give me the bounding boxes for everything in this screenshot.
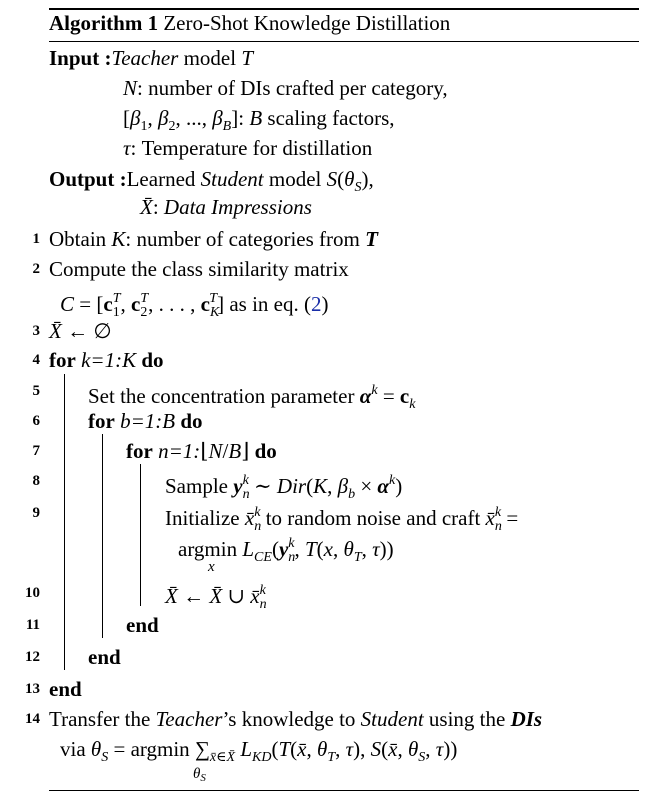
argmin-subscript-theta: $\theta_S$ [193, 766, 206, 784]
n-symbol: N [123, 76, 138, 100]
step-7 [126, 438, 277, 464]
step-1-k: K [111, 227, 126, 251]
init-xbar-empty: X̄ ← ∅ [49, 319, 112, 343]
line-number-4: 4 [32, 352, 40, 368]
learned-word: Learned [126, 167, 201, 191]
model-word: model [263, 167, 327, 191]
step-1-text-a: Obtain [49, 227, 112, 251]
line-number-8: 8 [32, 473, 40, 489]
for-keyword-k: for [49, 348, 76, 372]
line-number-2: 2 [32, 261, 40, 277]
do-keyword-b: do [180, 409, 203, 433]
data-impressions-text: Data Impressions [163, 195, 312, 219]
step-2-text: Compute the class similarity matrix [49, 257, 349, 281]
beta-vector: [$\beta_1$, $\beta_2$, ..., $\beta_B$] [123, 106, 239, 134]
xbar-n-k-a: $x̄_n^k$ [244, 505, 262, 534]
line-number-10: 10 [25, 585, 40, 601]
for-keyword-n: for [126, 439, 153, 463]
teacher-rest: model [178, 46, 242, 70]
line-number-12: 12 [25, 649, 40, 665]
teacher-symbol: T [241, 46, 254, 70]
block-bar-b [102, 434, 103, 638]
input-label: Input : [49, 46, 112, 70]
end-keyword-k: end [49, 677, 82, 701]
end-keyword-b: end [88, 645, 121, 669]
student-model-symbol: $S(\theta_S)$, [326, 167, 374, 195]
step-10 [165, 578, 266, 618]
tau-symbol: τ [123, 136, 131, 160]
line-number-6: 6 [32, 413, 40, 429]
for-range-k: k=1:K [81, 348, 137, 372]
line-number-13: 13 [25, 681, 40, 697]
step-3 [49, 318, 112, 344]
n-description: : number of DIs crafted per category, [137, 76, 448, 100]
do-keyword-k: do [141, 348, 164, 372]
block-bar-n [140, 464, 141, 606]
similarity-matrix-formula: $C = [c_1^T$, $c_2^T$, . . . , $c_K^T$] [60, 291, 225, 320]
alpha-assignment: $\alpha^k = c_k$ [359, 383, 416, 412]
header-rule [49, 41, 639, 42]
step-2-close: ) [321, 292, 329, 316]
beta-colon: : [238, 106, 250, 130]
ce-loss-expression: $L_{CE}(y_n^k$, T(x, $\theta_T$, τ)) [242, 536, 394, 565]
line-number-14: 14 [25, 711, 40, 727]
step-14-dis: DIs [510, 707, 543, 731]
beta-description: scaling factors, [262, 106, 395, 130]
for-range-n: n=1: [158, 439, 201, 463]
line-number-11: 11 [25, 617, 40, 633]
line-number-5: 5 [32, 383, 40, 399]
xbar-n-k-b: $x̄_n^k$ = [485, 505, 519, 534]
step-1-t: T [365, 227, 378, 251]
line-number-9: 9 [32, 505, 40, 521]
theta-s-equals: $\theta_S$ = [90, 737, 131, 765]
xbar-symbol: X̄ [140, 195, 153, 219]
line-number-1: 1 [32, 231, 40, 247]
xbar-union-update: X̄ ← X̄ ∪ $x̄_n^k$ [165, 583, 267, 612]
step-14-cont [60, 736, 457, 771]
step-1 [49, 226, 378, 252]
end-keyword-n: end [126, 613, 159, 637]
kd-loss-expression: $\sum_{x̄\in X̄}$ $L_{KD}(T(x̄$, $\theta_T$, τ), S(x̄, $\theta_S$, τ)) [194, 737, 458, 765]
step-1-text-b: : number of categories from [125, 227, 366, 251]
teacher-word: Teacher [111, 46, 179, 70]
algorithm-title: Zero-Shot Knowledge Distillation [163, 11, 451, 35]
step-2-as-in: as in eq. ( [224, 292, 311, 316]
step-5-text: Set the concentration parameter [88, 384, 360, 408]
algorithm-caption [49, 10, 450, 36]
line-number-7: 7 [32, 443, 40, 459]
algorithm-label: Algorithm 1 [49, 11, 159, 35]
input-line-teacher [49, 45, 253, 71]
block-bar-k [64, 374, 65, 670]
step-14-text-a: Transfer the [49, 707, 156, 731]
tau-description: : Temperature for distillation [130, 136, 373, 160]
equation-ref-link[interactable]: 2 [310, 292, 322, 316]
line-number-3: 3 [32, 323, 40, 339]
step-14-text-c: using the [423, 707, 511, 731]
step-9-text: Initialize [165, 506, 245, 530]
output-label: Output : [49, 167, 127, 191]
step-14-teacher: Teacher [155, 707, 223, 731]
step-14 [49, 706, 542, 732]
dirichlet-sample: $y_n^k$ ∼ Dir(K, $\beta_b \times \alpha^k$) [233, 473, 403, 502]
do-keyword-n: do [254, 439, 277, 463]
student-word: Student [200, 167, 264, 191]
step-9-mid: to random noise and craft [260, 506, 486, 530]
step-14-student: Student [360, 707, 424, 731]
step-14-text-b: ’s knowledge to [222, 707, 361, 731]
for-keyword-b: for [88, 409, 115, 433]
beta-count-symbol: B [249, 106, 263, 130]
floor-n-over-b: ⌊N/B⌋ [200, 439, 250, 463]
argmin-subscript-x: x [208, 559, 215, 575]
step-4 [49, 347, 164, 373]
step-9-argmin: argmin [178, 537, 238, 561]
output-line-di: X̄: Data Impressions [140, 195, 312, 219]
step-6 [88, 408, 203, 434]
bottom-rule [49, 790, 639, 791]
step-14-argmin: argmin [130, 737, 190, 761]
for-range-b: b=1:B [120, 409, 176, 433]
step-8-text: Sample [165, 474, 234, 498]
step-2 [49, 256, 349, 282]
step-14-via: via [60, 737, 91, 761]
input-line-n [123, 75, 448, 101]
input-line-tau [123, 135, 372, 161]
